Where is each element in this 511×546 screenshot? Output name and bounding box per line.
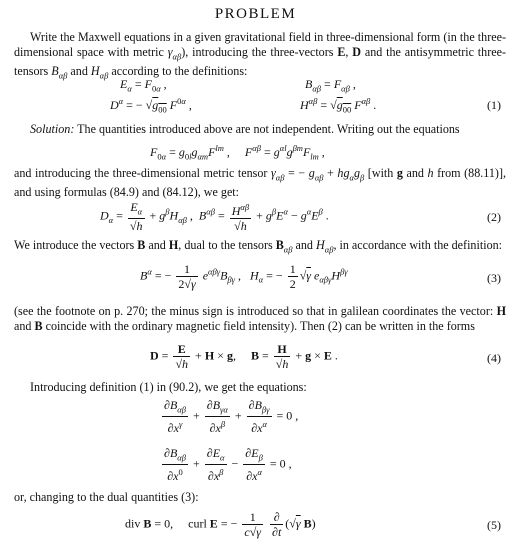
intro-paragraph: Write the Maxwell equations in a given gravitational field in three-dimensional form (in the three-dimensional space with metric $\gamma_{\alpha\beta}$), introducing the three-vectors E, D and the antisymmetric three-tensors $B_{\alpha\beta}$ and $H_{\alpha\beta}$ according to the definitions: <box>14 30 507 81</box>
dual-vectors-paragraph: We introduce the vectors B and H, dual to the tensors $B_{\alpha\beta}$ and $H_{\alpha\beta}$, in accordance with the definition: <box>14 238 503 255</box>
equation-1c: $D^\alpha$ = − $√g_{00}$ $F^{0\alpha}$ , <box>110 96 192 115</box>
metric-paragraph: and introducing the three-dimensional metric tensor $\gamma_{\alpha\beta}$ = − $g_{\alpha\beta} + hg_\alpha g_\beta$ [with g and h from (88.11)], and using formulas (84.9) and (84.12), we get: <box>14 166 506 200</box>
equation-number-4: (4) <box>487 351 501 365</box>
equation-number-2: (2) <box>487 210 501 224</box>
equation-1b: $B_{\alpha\beta} = F_{\alpha\beta}$ , <box>305 77 356 94</box>
equation-number-5: (5) <box>487 518 501 532</box>
equation-a: $F_{0\alpha} = g_{0l}g_{\alpha m}F^{lm}$ , $F^{\alpha\beta} = g^{\alpha l}g^{\beta m}F_{lm}$ , <box>150 143 325 162</box>
equation-c: $\frac{\partial B_{\alpha\beta}}{\partial x^0}$ + $\frac{\partial E_\alpha}{\partial x^\beta}$ − $\frac{\partial E_\beta}{\partial x^\alpha}$ = 0 , <box>164 446 292 484</box>
dual-changing-paragraph: or, changing to the dual quantities (3): <box>14 490 199 504</box>
equation-number-1: (1) <box>487 98 501 112</box>
equation-1a: $E_\alpha = F_{0\alpha}$ , <box>120 77 167 94</box>
footnote-paragraph: (see the footnote on p. 270; the minus sign is introduced so that in galilean coordinates the vector: H and B coincide with the ordinary magnetic field intensity). Then (2) can be written in the forms <box>14 304 506 333</box>
introducing-paragraph: Introducing definition (1) in (90.2), we get the equations: <box>30 380 307 394</box>
equation-b: $\frac{\partial B_{\alpha\beta}}{\partial x^\gamma}$ + $\frac{\partial B_{\gamma\alpha}}{\partial x^\beta}$ + $\frac{\partial B_{\beta\gamma}}{\partial x^\alpha}$ = 0 , <box>164 398 299 436</box>
solution-paragraph: Solution: The quantities introduced above are not independent. Writing out the equations <box>30 122 460 136</box>
equation-2: $D_\alpha$ = $\frac{E_\alpha}{√h}$ + $g^\beta H_{\alpha\beta}$ , $B^{\alpha\beta}$ = $\frac{H^{\alpha\beta}}{√h}$ + $g^\beta E^\alpha - g^\alpha E^\beta$ . <box>100 200 329 234</box>
equation-1d: $H^{\alpha\beta} = √g_{00}$ $F^{\alpha\beta}$ . <box>300 96 377 115</box>
equation-5: div B = 0, curl E = − $\frac{1}{c√\gamma}$ $\frac{\partial}{\partial t}$ (√γ B) <box>125 510 316 539</box>
page-title: PROBLEM <box>214 6 297 22</box>
equation-number-3: (3) <box>487 271 501 285</box>
equation-4: D = $\frac{E}{√h}$ + H × g, B = $\frac{H}{√h}$ + g × E . <box>150 342 338 371</box>
equation-3: $B^\alpha$ = − $\frac{1}{2√\gamma}$ $e^{\alpha\beta\gamma}B_{\beta\gamma}$ , $H_\alpha$ = − $\frac{1}{2}$ √γ $e_{\alpha\beta\gamma}H^{\beta\gamma}$ <box>140 262 348 291</box>
